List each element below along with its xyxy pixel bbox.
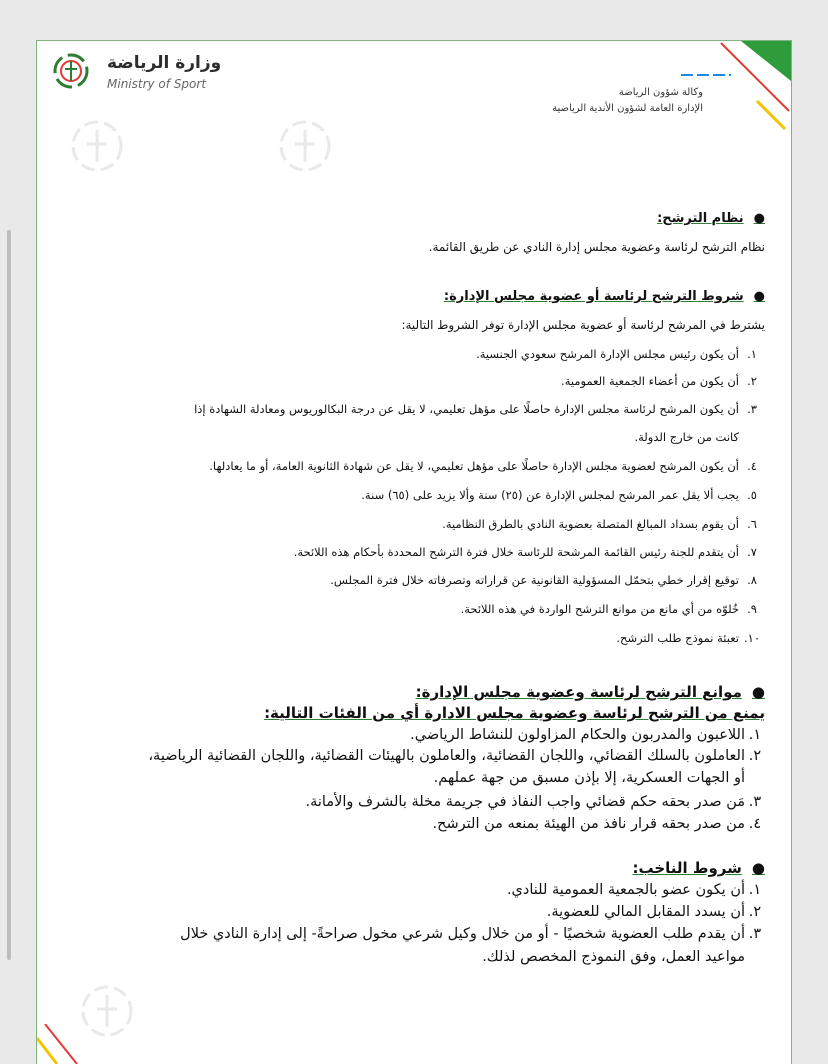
list-item: ٣.مَن صدر بحقه حكم قضائي واجب النفاذ في جريمة مخلة بالشرف والأمانة. (305, 794, 762, 810)
list-item: ٦.أن يقوم بسداد المبالغ المتصلة بعضوية النادي بالطرق النظامية. (442, 517, 757, 531)
list-item: ١٠.تعبئة نموذج طلب الترشح. (616, 631, 760, 645)
section-heading-nomination-barriers: ●موانع الترشح لرئاسة وعضوية مجلس الإدارة: (415, 683, 765, 701)
list-item: ٢.أن يكون من أعضاء الجمعية العمومية. (561, 374, 757, 388)
section-subheading: يمنع من الترشح لرئاسة وعضوية مجلس الادارة أي من الفئات التالية: (264, 704, 765, 722)
list-item: ٣.أن يكون المرشح لرئاسة مجلس الإدارة حاصلًا على مؤهل تعليمي، لا يقل عن درجة البكالوريوس ومعادلة الشهادة إذا (194, 402, 757, 416)
department-line-2: الإدارة العامة لشؤون الأندية الرياضية (552, 103, 703, 114)
list-item: ٧.أن يتقدم للجنة رئيس القائمة المرشحة للرئاسة خلال فترة الترشح المحددة بأحكام هذه اللائحة. (293, 545, 757, 559)
bullet-icon: ● (751, 683, 765, 701)
bullet-icon: ● (753, 289, 765, 304)
list-item: أو الجهات العسكرية، إلا بإذن مسبق من جهة عملهم. (433, 770, 745, 786)
list-item: ١.اللاعبون والمدربون والحكام المزاولون للنشاط الرياضي. (410, 727, 762, 743)
list-item: ٢.العاملون بالسلك القضائي، واللجان القضائية، والعاملون بالهيئات القضائية، واللجان القضائية الرياضية، (148, 748, 762, 764)
section-heading-voter-conditions: ●شروط الناخب: (632, 859, 765, 877)
list-item: ٨.توقيع إقرار خطي بتحمّل المسؤولية القانونية عن قراراته وتصرفاته خلال فترة المجلس. (330, 573, 757, 587)
list-item: ٥.يجب ألا يقل عمر المرشح لمجلس الإدارة عن (٢٥) سنة وألا يزيد على (٦٥) سنة. (361, 488, 757, 502)
list-item: ٤.من صدر بحقه قرار نافذ من الهيئة بمنعه من الترشح. (432, 816, 762, 832)
list-item: كانت من خارج الدولة. (634, 430, 739, 444)
logo-english-text: Ministry of Sport (107, 77, 207, 91)
corner-decoration-icon (681, 41, 791, 131)
bottom-corner-decoration-icon (37, 1024, 97, 1064)
department-line-1: وكالة شؤون الرياضة (618, 87, 703, 98)
list-item: ١.أن يكون رئيس مجلس الإدارة المرشح سعودي الجنسية. (476, 347, 757, 361)
bullet-icon: ● (751, 859, 765, 877)
paragraph: نظام الترشح لرئاسة وعضوية مجلس إدارة النادي عن طريق القائمة. (428, 240, 765, 254)
paragraph: يشترط في المرشح لرئاسة أو عضوية مجلس الإدارة توفر الشروط التالية: (401, 318, 765, 332)
watermark-emblem-icon (67, 116, 127, 176)
logo-arabic-text: وزارة الرياضة (107, 53, 222, 73)
list-item: ١.أن يكون عضو بالجمعية العمومية للنادي. (506, 882, 762, 898)
section-heading-nomination-system: ●نظام الترشح: (657, 211, 765, 226)
list-item: مواعيد العمل، وفق النموذج المخصص لذلك. (482, 949, 745, 965)
list-item: ٩.خُلوّه من أي مانع من موانع الترشح الواردة في هذه اللائحة. (460, 602, 757, 616)
scrollbar[interactable] (7, 230, 11, 960)
list-item: ٢.أن يسدد المقابل المالي للعضوية. (546, 904, 762, 920)
section-heading-nomination-conditions: ●شروط الترشح لرئاسة أو عضوية مجلس الإدارة: (443, 289, 765, 304)
list-item: ٤.أن يكون المرشح لعضوية مجلس الإدارة حاصلًا على مؤهل تعليمي، لا يقل عن شهادة الثانوية العامة، أو ما يعادلها. (209, 459, 757, 473)
ministry-logo-icon (51, 51, 91, 91)
watermark-emblem-icon (275, 116, 335, 176)
document-page (36, 40, 792, 1064)
bullet-icon: ● (753, 211, 765, 226)
list-item: ٣.أن يقدم طلب العضوية شخصيًا - أو من خلال وكيل شرعي مخول صراحةً- إلى إدارة النادي خلال (180, 926, 762, 942)
